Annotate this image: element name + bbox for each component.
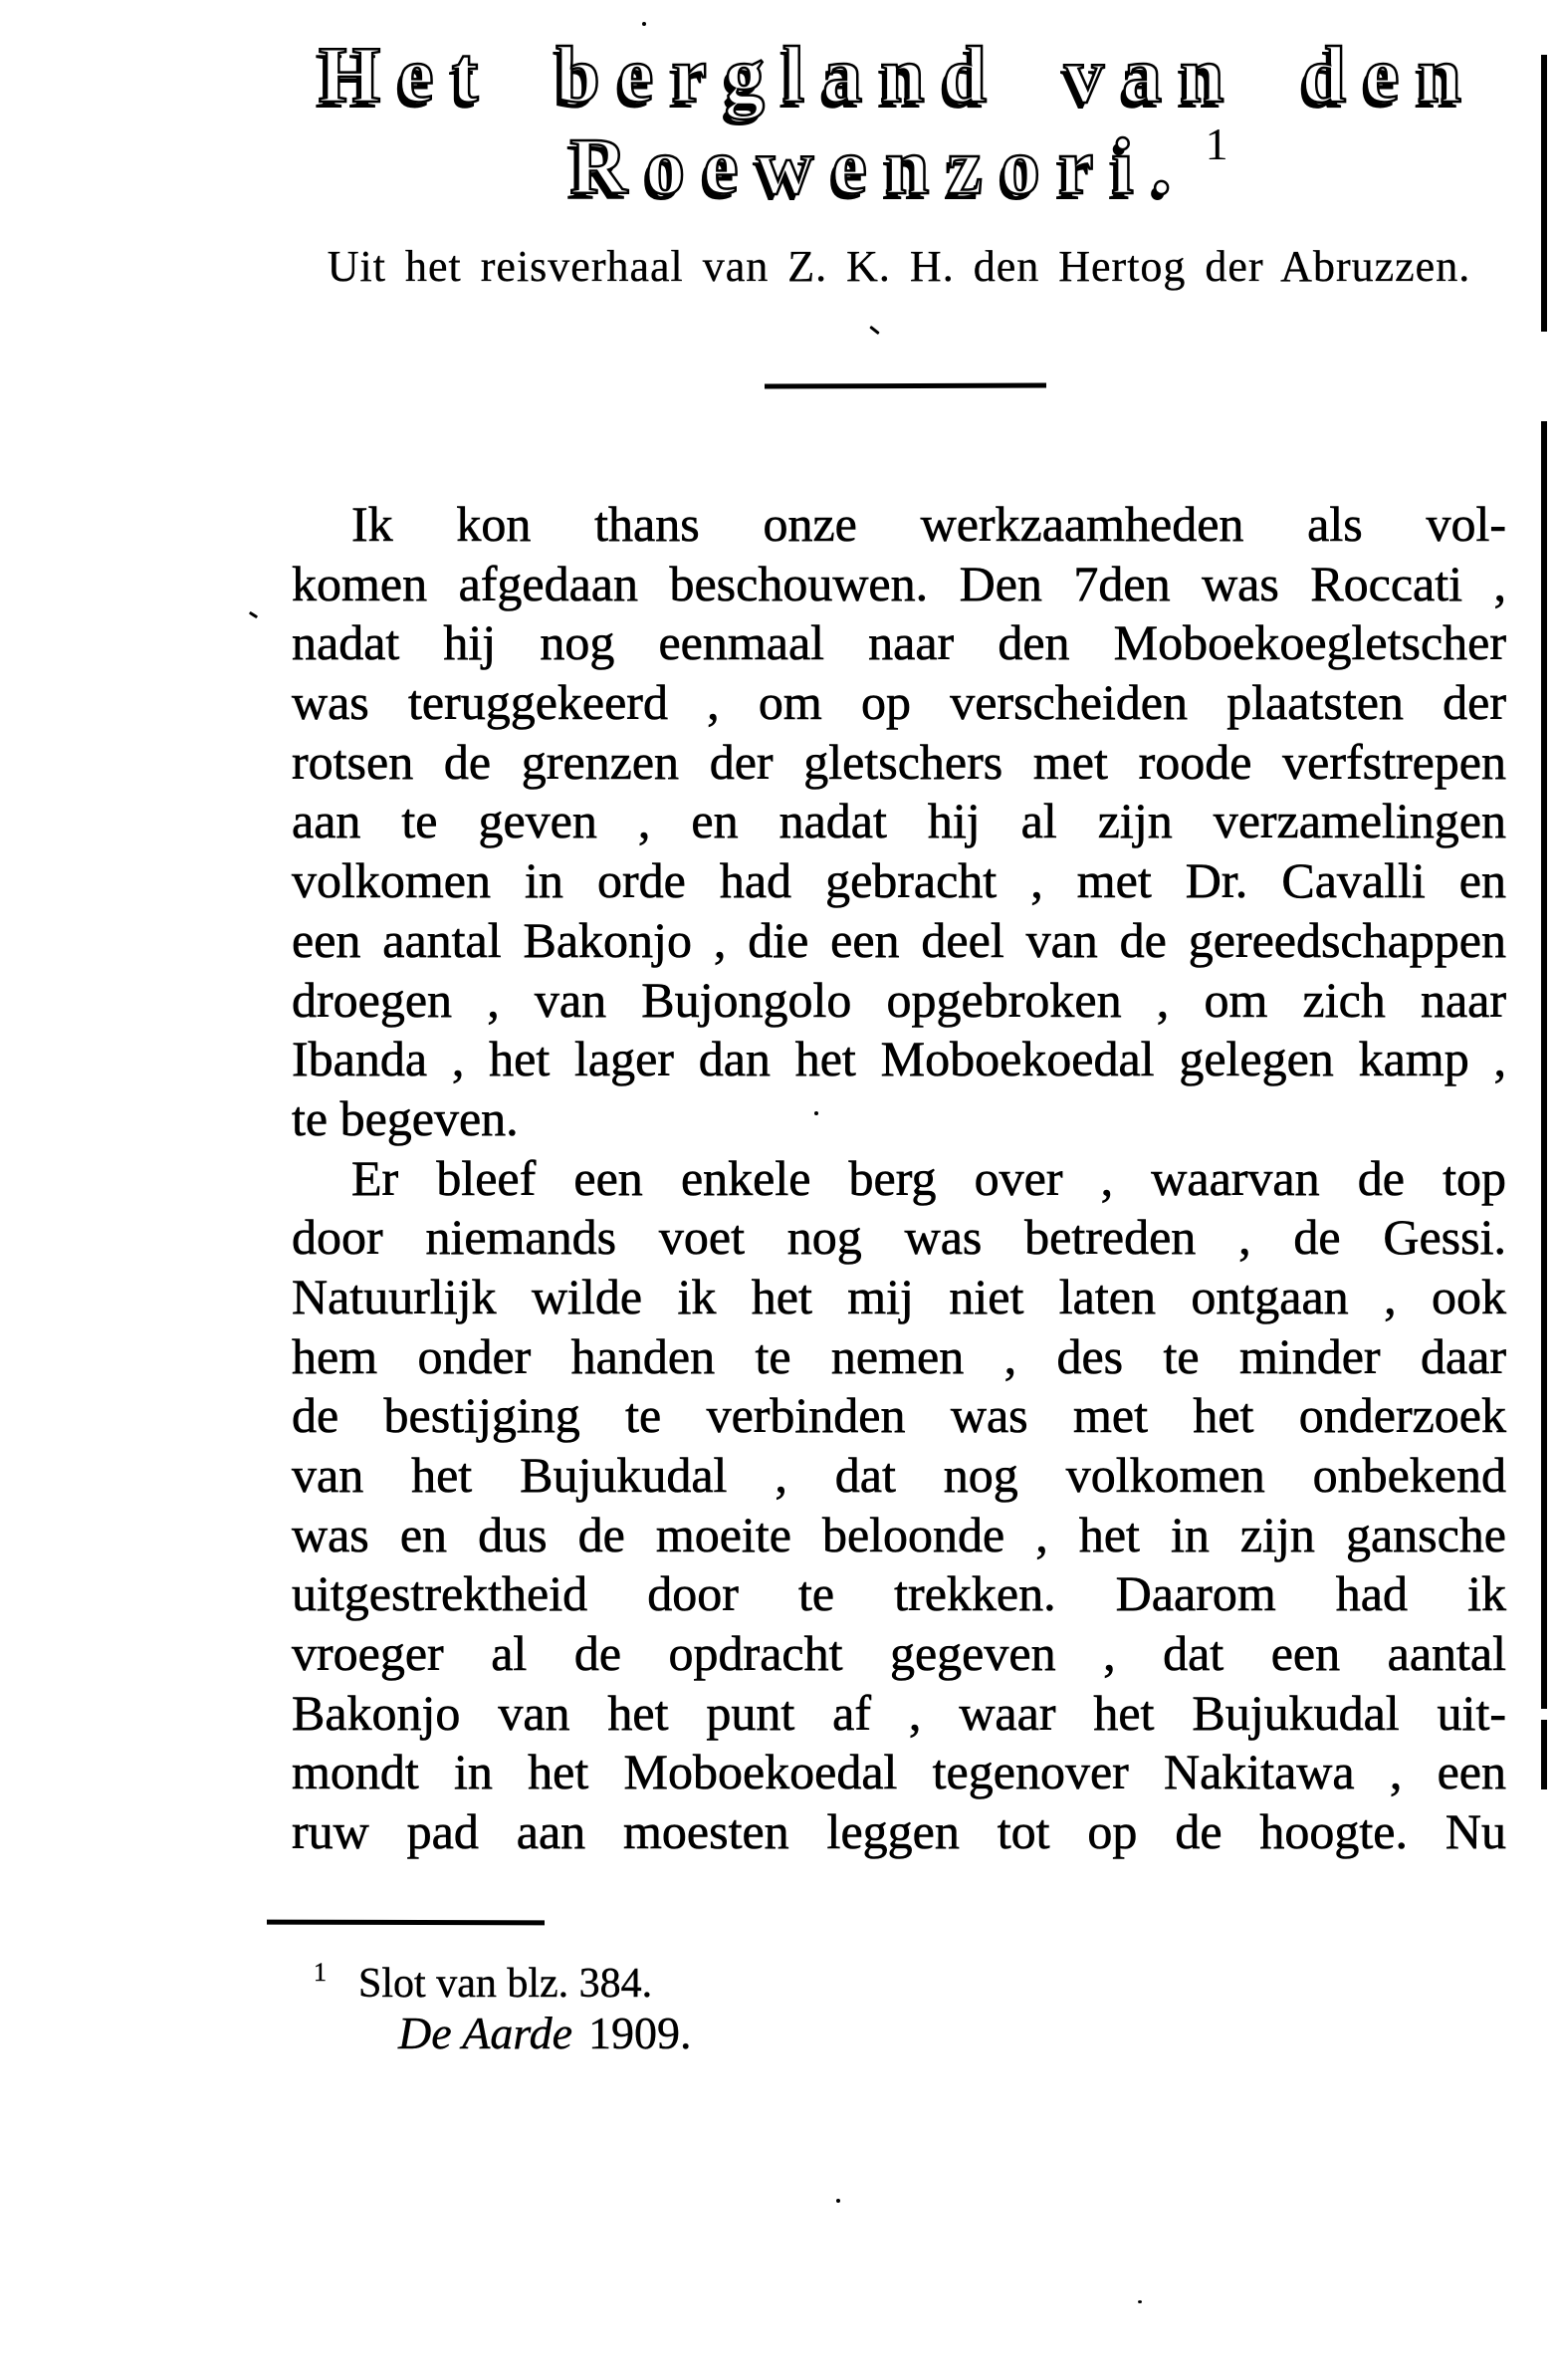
text-line: vroeger al de opdracht gegeven , dat een aantal [292,1625,1506,1682]
text-line: te begeven. [292,1089,519,1146]
footnote-source-title: De Aarde [398,2008,573,2058]
text-line: hem onder handen te nemen , des te minder daar [292,1327,1506,1384]
text-line: volkomen in orde had gebracht , met Dr. Cavalli en [292,852,1506,909]
footnote-line-2 [398,2008,692,2059]
footnote-marker: 1 [314,1958,327,1987]
text-line: de bestijging te verbinden was met het onderzoek [292,1387,1506,1444]
text-line: nadat hij nog eenmaal naar den Moboekoegletscher [292,614,1506,671]
ink-speck [642,22,646,26]
text-line: Ik kon thans onze werkzaamheden als vol- [351,496,1506,552]
section-divider-rule [765,383,1046,389]
text-line: aan te geven , en nadat hij al zijn verzamelingen [292,793,1506,849]
footnote-text: Slot van blz. 384. [358,1961,653,2007]
text-line: Bakonjo van het punt af , waar het Bujukudal uit- [292,1684,1506,1741]
title-line-2-text: Roewenzori. [569,123,1190,211]
text-line: mondt in het Moboekoedal tegenover Nakitawa , een [292,1744,1506,1800]
text-line: droegen , van Bujongolo opgebroken , om zich naar [292,971,1506,1028]
ink-speck [814,1111,818,1115]
title-line-1: Het bergland van den [318,32,1480,119]
ink-speck [836,2199,840,2203]
footnote-source-year: 1909. [588,2008,692,2058]
text-line: komen afgedaan beschouwen. Den 7den was Roccati , [292,555,1506,611]
text-line: was en dus de moeite beloonde , het in zijn gansche [292,1506,1506,1562]
text-line: Natuurlijk wilde ik het mij niet laten ontgaan , ook [292,1268,1506,1324]
text-line: ruw pad aan moesten leggen tot op de hoogte. Nu [292,1803,1506,1860]
text-line: rotsen de grenzen der gletschers met roode verfstrepen [292,733,1506,790]
ink-speck [869,326,880,335]
text-line: een aantal Bakonjo , die een deel van de gereedschappen [292,911,1506,968]
title-line-2 [292,121,1506,213]
text-line: was teruggekeerd , om op verscheiden plaatsten der [292,674,1506,731]
text-line: uitgestrektheid door te trekken. Daarom had ik [292,1565,1506,1622]
text-line: door niemands voet nog was betreden , de Gessi. [292,1209,1506,1266]
scan-edge-artifact-line [1541,55,1547,1789]
text-line: van het Bujukudal , dat nog volkomen onbekend [292,1447,1506,1503]
ink-speck [249,611,258,618]
subtitle: Uit het reisverhaal van Z. K. H. den Hertog der Abruzzen. [327,242,1471,291]
footnote-line-1 [292,1958,652,2015]
text-line: Er bleef een enkele berg over , waarvan de top [351,1149,1506,1206]
body-text [292,495,1506,1862]
footnote-reference-mark: 1 [1205,119,1228,169]
page-title [292,30,1506,213]
footnote-rule [267,1920,545,1926]
text-line: Ibanda , het lager dan het Moboekoedal gelegen kamp , [292,1031,1506,1087]
ink-speck [1138,2300,1142,2303]
